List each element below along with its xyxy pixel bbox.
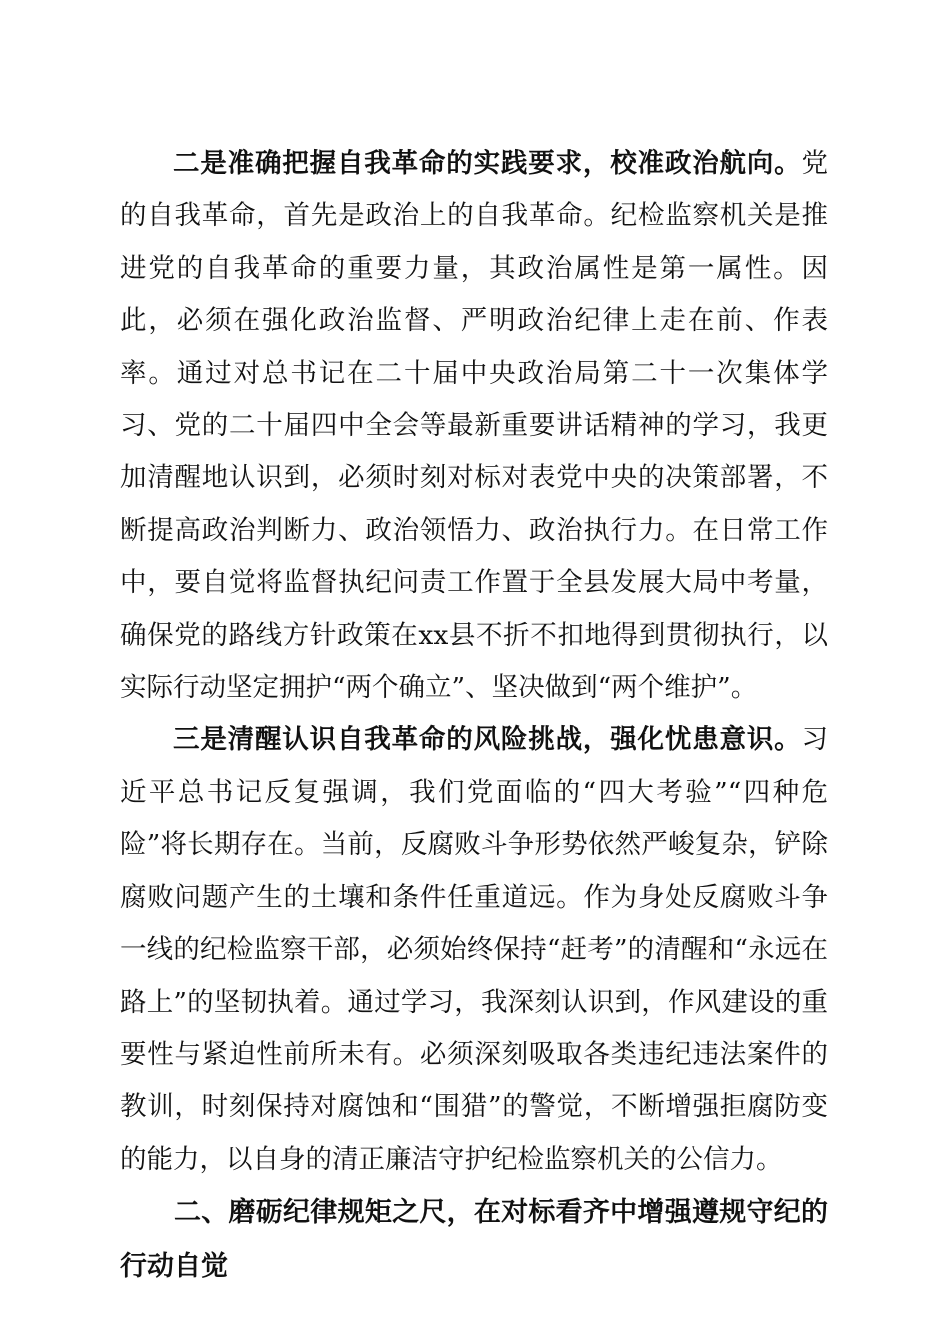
- paragraph-text: 习近平总书记反复强调，我们党面临的“四大考验”“四种危险”将长期存在。当前，反腐败斗争形势依然严峻复杂，铲除腐败问题产生的土壤和条件任重道远。作为身处反腐败斗争一线的纪检监察干部，必须始终保持“赶考”的清醒和“永远在路上”的坚韧执着。通过学习，我深刻认识到，作风建设的重要性与紧迫性前所未有。必须深刻吸取各类违纪违法案件的教训，时刻保持对腐蚀和“围猎”的警觉，不断增强拒腐防变的能力，以自身的清正廉洁守护纪检监察机关的公信力。: [120, 724, 828, 1175]
- document-body: [120, 138, 828, 1294]
- section-heading: 二、磨砺纪律规矩之尺，在对标看齐中增强遵规守纪的行动自觉: [120, 1197, 828, 1283]
- paragraph-lead: 二是准确把握自我革命的实践要求，校准政治航向。: [173, 148, 802, 179]
- paragraph-lead: 三是清醒认识自我革命的风险挑战，强化忧患意识。: [173, 724, 802, 756]
- paragraph-risk-challenges: [120, 714, 828, 1186]
- paragraph-text: 党的自我革命，首先是政治上的自我革命。纪检监察机关是推进党的自我革命的重要力量，其政治属性是第一属性。因此，必须在强化政治监督、严明政治纪律上走在前、作表率。通过对总书记在二十届中央政治局第二十一次集体学习、党的二十届四中全会等最新重要讲话精神的学习，我更加清醒地认识到，必须时刻对标对表党中央的决策部署，不断提高政治判断力、政治领悟力、政治执行力。在日常工作中，要自觉将监督执纪问责工作置于全县发展大局中考量，确保党的路线方针政策在xx县不折不扣地得到贯彻执行，以实际行动坚定拥护“两个确立”、坚决做到“两个维护”。: [120, 148, 828, 704]
- paragraph-practice-requirements: [120, 138, 828, 714]
